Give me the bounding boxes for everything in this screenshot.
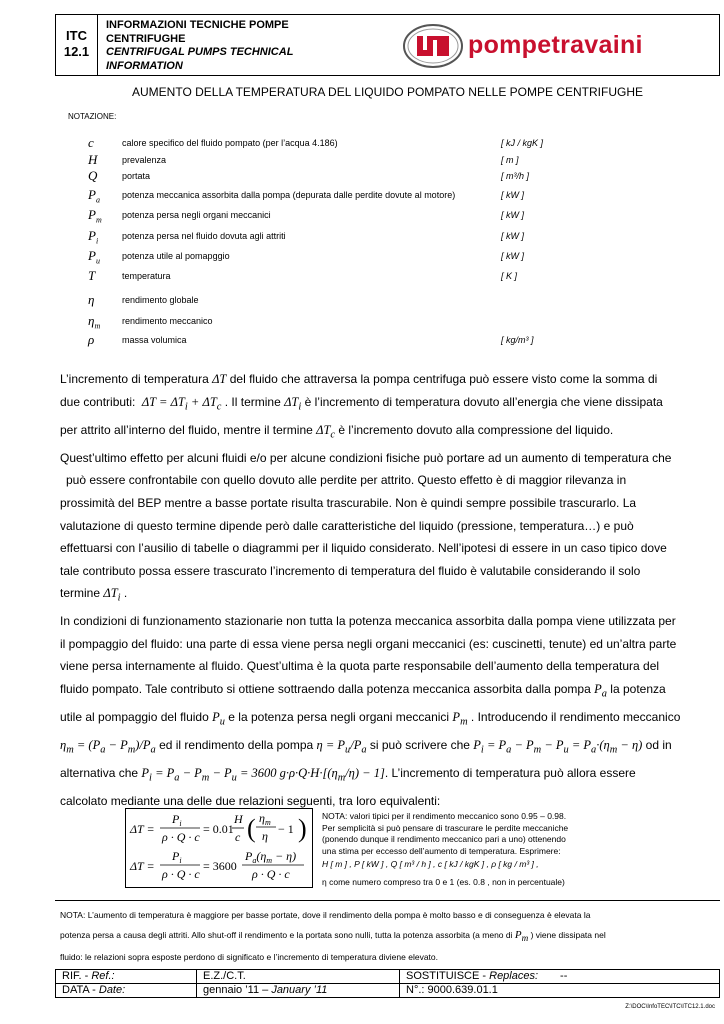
formula-box — [125, 808, 313, 888]
note-line: fluido: le relazioni sopra esposte perdono di significato e l’incremento di temperatura diviene elevato. — [60, 952, 438, 963]
svg-text:= 3600: = 3600 — [203, 859, 237, 873]
svg-text:ρ · Q · c: ρ · Q · c — [162, 830, 200, 844]
note-line: una stima per eccesso dell’aumento di temperatura. Esprimere: — [322, 845, 561, 856]
notation-symbol: T — [88, 268, 96, 283]
notation-symbol: P — [88, 207, 96, 222]
svg-text:− 1: − 1 — [278, 822, 294, 836]
pump-logo-icon — [403, 23, 465, 69]
footer-table — [55, 969, 720, 998]
svg-text:η: η — [262, 829, 268, 843]
notation-description: rendimento globale — [122, 295, 199, 305]
svg-text:c: c — [235, 830, 241, 844]
code-line: ITC 12.1 — [63, 28, 90, 59]
date-label: DATA - Date: — [56, 984, 197, 998]
notation-description: portata — [122, 171, 151, 181]
replaces-cell: SOSTITUISCE - Replaces: -- — [400, 970, 720, 984]
p1-line: Quest’ultimo effetto per alcuni fluidi e/o per alcune condizioni fisiche può portare ad un aumento di temperatura che — [60, 450, 672, 465]
p1-line: L’incremento di temperatura ΔT del fluido che attraversa la pompa centrifuga può essere visto come la somma di — [60, 372, 658, 386]
svg-text:ρ · Q · c: ρ · Q · c — [252, 867, 290, 881]
ref-value: E.Z./C.T. — [197, 970, 400, 984]
title-en-line-2: INFORMATION — [106, 59, 183, 72]
notation-description: potenza utile al pomapggio — [122, 251, 230, 261]
notation-unit: [ kW ] — [501, 251, 524, 261]
svg-text:): ) — [298, 814, 307, 843]
notation-description: potenza persa negli organi meccanici — [122, 210, 271, 220]
page-title: AUMENTO DELLA TEMPERATURA DEL LIQUIDO POMPATO NELLE POMPE CENTRIFUGHE — [132, 85, 643, 99]
notation-symbol-group — [88, 135, 94, 153]
p1-line: prossimità del BEP mentre a basse portate risulta trascurabile. Non è quindi sempre possibile trascurarlo. La — [60, 495, 637, 510]
notation-subscript: u — [95, 256, 100, 266]
notation-symbol: ρ — [88, 332, 95, 347]
document-code — [56, 15, 98, 75]
notation-symbol-group — [88, 152, 97, 170]
notation-symbol-group — [88, 332, 94, 350]
p2-line: fluido pompato. Tale contributo si ottiene sottraendo dalla potenza meccanica assorbita dalla pompa $P_a$ la potenza — [60, 681, 666, 700]
svg-text:ρ · Q · c: ρ · Q · c — [162, 867, 200, 881]
notation-subscript: a — [95, 195, 100, 205]
notation-unit: [ m ] — [501, 155, 519, 165]
svg-text:ΔT =: ΔT = — [130, 822, 155, 836]
note-shutoff — [60, 906, 692, 968]
notation-symbol: η — [88, 292, 95, 307]
notation-symbol-group — [88, 187, 100, 205]
notation-symbol-group — [88, 228, 98, 246]
section-divider — [55, 900, 720, 901]
notation-symbol: Q — [88, 168, 98, 183]
notation-symbol: η — [88, 313, 95, 328]
p2-line: alternativa che $P_i = P_a - P_m - P_u = 3600$ $g\cdot\rho\cdot Q\cdot H\cdot[(\eta_m/\eta) - 1]$. L’incremento di temperatura può allora essere — [60, 766, 636, 784]
note-line: NOTA: L’aumento di temperatura è maggiore per basse portate, dove il rendimento della pompa è molto basso e di conseguenza è elevata la — [60, 910, 591, 920]
title-en-line-1: CENTRIFUGAL PUMPS TECHNICAL — [106, 46, 294, 58]
notation-symbol: P — [88, 187, 96, 202]
svg-text:Pa(ηm − η): $P_a(\eta_m - \eta)$ — [245, 849, 297, 865]
notation-symbol-group — [88, 248, 100, 266]
notation-unit: [ kJ / kgK ] — [501, 138, 544, 148]
note-line: NOTA: valori tipici per il rendimento meccanico sono 0.95 – 0.98. — [322, 811, 567, 821]
notation-symbol: H — [88, 152, 98, 167]
svg-text:H: H — [234, 812, 243, 826]
notation-symbol-group — [88, 268, 95, 286]
notation-symbol: P — [88, 248, 96, 263]
ref-label: RIF. - Ref.: — [56, 970, 197, 984]
svg-text:ΔT =: ΔT = — [130, 859, 155, 873]
notation-unit: [ kg/m³ ] — [501, 335, 534, 345]
notation-description: massa volumica — [122, 335, 187, 345]
svg-text:Pi: $P_i$ — [172, 849, 182, 865]
notation-symbol-group — [88, 207, 102, 225]
note-line: (ponendo dunque il rendimento meccanico pari a uno) ottenendo — [322, 834, 566, 844]
notation-description: potenza persa nel fluido dovuta agli attriti — [122, 231, 286, 241]
notation-subscript: m — [94, 321, 101, 331]
svg-text:= 0.01: = 0.01 — [203, 822, 234, 836]
notation-description: calore specifico del fluido pompato (per l’acqua 4.186) — [122, 138, 338, 148]
notation-unit: [ kW ] — [501, 231, 524, 241]
notation-description: prevalenza — [122, 155, 167, 165]
p2-line: utile al pompaggio del fluido $P_u$ e la potenza persa negli organi meccanici $P_m$ . Introducendo il rendimento meccanico — [60, 709, 681, 728]
notation-unit: [ m³/h ] — [501, 171, 530, 181]
p2-line: In condizioni di funzionamento stazionarie non tutta la potenza meccanica assorbita dalla pompa viene utilizzata per — [60, 614, 676, 628]
note-mechanical-efficiency — [322, 811, 622, 888]
title-it-line-2: CENTRIFUGHE — [106, 32, 186, 45]
notation-unit: [ kW ] — [501, 190, 524, 200]
note-line: η come numero compreso tra 0 e 1 (es. 0.8 , non in percentuale) — [322, 876, 565, 887]
note-line: H [ m ] , P [ kW ] , Q [ m³ / h ] , c [ kJ / kgK ] , ρ [ kg / m³ ] , — [322, 859, 539, 869]
p1-line: per attrito all’interno del fluido, mentre il termine $\Delta T_c$ è l’incremento dovuto alla compressione del liquido. — [60, 422, 614, 441]
paragraph-2 — [60, 610, 692, 813]
notation-subscript: m — [95, 215, 102, 225]
p1-line: termine $\Delta T_i$ . — [60, 586, 128, 604]
p1-line: due contributi: $\Delta T = \Delta T_i + \Delta T_c$ . Il termine $\Delta T_i$ è l’incremento di temperatura dovuto all’energia che viene dissipata — [60, 394, 663, 413]
notation-symbol: P — [88, 228, 96, 243]
note-line: potenza persa a causa degli attriti. Allo shut-off il rendimento e la portata sono nulli, tutta la potenza assorbita (a meno di $P_m$ ) viene dissipata nel — [60, 928, 606, 943]
brand-logo — [401, 23, 721, 69]
svg-text:Pi: $P_i$ — [172, 812, 182, 828]
notation-symbol-group — [88, 313, 100, 331]
paragraph-1 — [60, 368, 692, 610]
notation-description: potenza meccanica assorbita dalla pompa (depurata dalle perdite dovute al motore) — [122, 190, 456, 200]
notation-label: NOTAZIONE: — [68, 112, 117, 121]
header-title — [106, 19, 406, 73]
notation-description: temperatura — [122, 271, 171, 281]
svg-text:(: ( — [247, 814, 256, 843]
notation-symbol-group — [88, 168, 97, 186]
notation-subscript: i — [95, 236, 99, 246]
notation-symbol: c — [88, 135, 94, 150]
brand-name: pompetravaini — [468, 31, 643, 59]
p2-line: calcolato mediante una delle due relazioni seguenti, tra loro equivalenti: — [60, 794, 441, 809]
file-path: Z:\DOC\InfoTEC\ITC\ITC12.1.doc — [625, 1004, 715, 1010]
date-value: gennaio ’11 – January ’11 — [197, 984, 400, 998]
note-line: Per semplicità si può pensare di trascurare le perdite meccaniche — [322, 822, 569, 833]
notation-description: rendimento meccanico — [122, 316, 213, 326]
p2-line: il pompaggio del fluido: una parte di essa viene persa negli organi meccanici (es: cuscinetti, tenute) ed un’altra parte — [60, 636, 677, 651]
p1-line: effettuarsi con l’ausilio di tabelle o diagrammi per il liquido considerato. Nell’ipotesi di essere in un caso tipico dove — [60, 541, 667, 556]
document-number: N°.: 9000.639.01.1 — [400, 984, 720, 998]
svg-text:ηm: $\eta_m$ — [259, 811, 271, 827]
title-it-line-1: INFORMAZIONI TECNICHE POMPE — [106, 19, 289, 31]
p1-line: valutazione di questo termine dipende però dalle caratteristiche del liquido (pressione, temperatura…) e può — [60, 518, 634, 533]
p2-line: $\eta_m = (P_a - P_m)/P_a$ ed il rendimento della pompa $\eta = P_u/P_a$ si può scrivere che $P_i = P_a - P_m - P_u = P_a\cdot(\eta_m - \eta)$ od in — [60, 737, 672, 756]
notation-unit: [ K ] — [501, 271, 518, 281]
p1-line: tale contributo possa essere trascurato l’incremento di temperatura del fluido è valutabile considerando il solo — [60, 563, 641, 578]
p2-line: viene persa internamente al fluido. Quest’ultima è la quota parte responsabile dell’aumento della temperatura del — [60, 659, 660, 674]
notation-symbol-group — [88, 292, 94, 310]
notation-unit: [ kW ] — [501, 210, 524, 220]
p1-line: può essere confrontabile con quello dovuto alle perdite per attrito. Questo effetto è di maggior rilevanza in — [66, 473, 627, 488]
document-header — [55, 14, 720, 76]
temperature-formulas — [126, 809, 312, 887]
